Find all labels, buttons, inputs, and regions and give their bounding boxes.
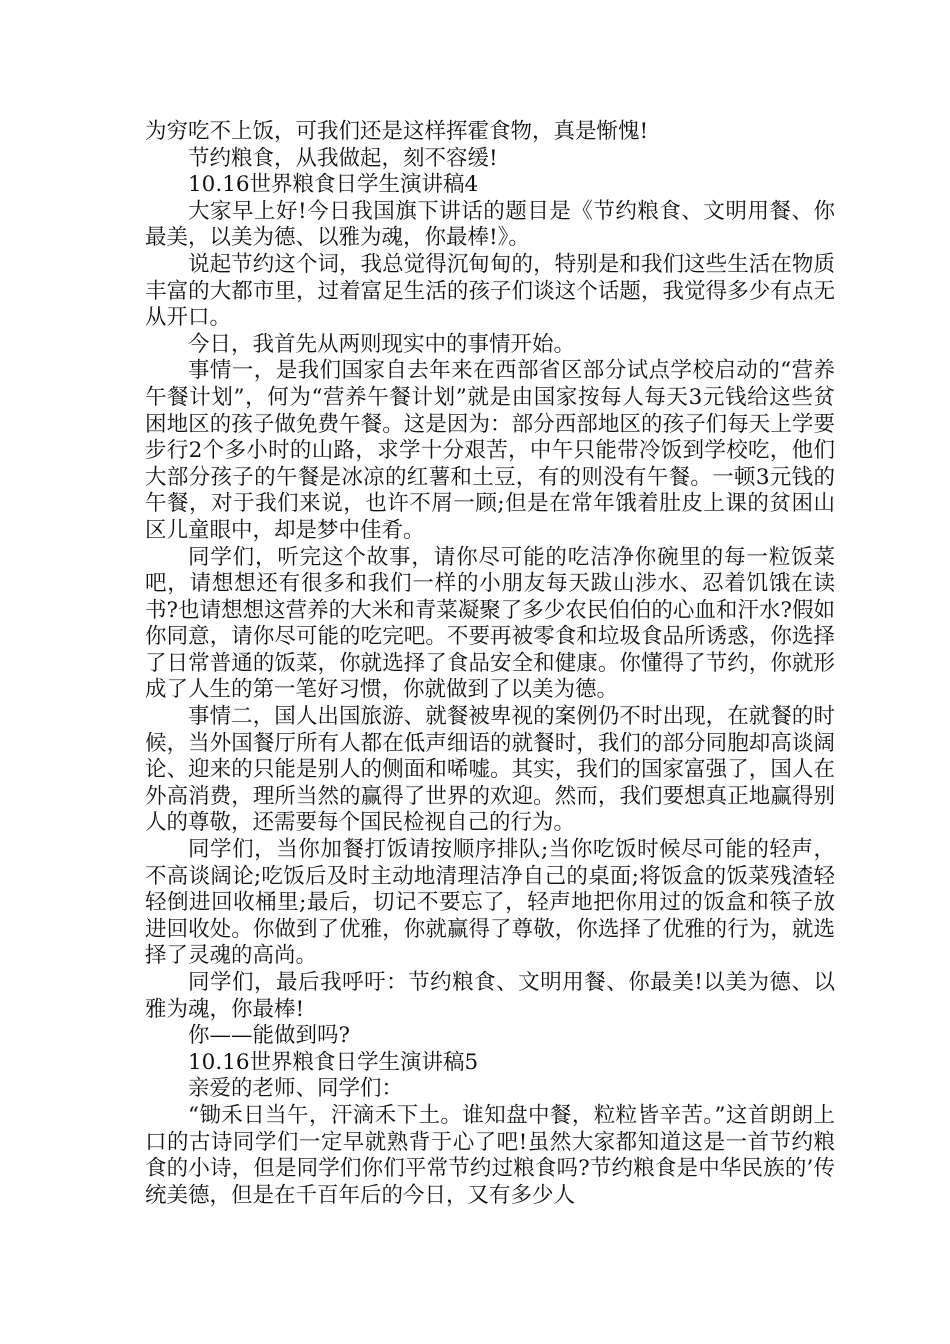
speech-heading-4: 10.16世界粮食日学生演讲稿4 [188, 172, 479, 198]
paragraph-greeting: 大家早上好!今日我国旗下讲话的题目是《节约粮食、文明用餐、你最美，以美为德、以雅为魂，你最棒!》。 [145, 198, 835, 251]
paragraph-intro: 说起节约这个词，我总觉得沉甸甸的，特别是和我们这些生活在物质丰富的大都市里，过着富足生活的孩子们谈这个话题，我觉得多少有点无从开口。 [145, 251, 835, 331]
paragraph-start: 今日，我首先从两则现实中的事情开始。 [188, 331, 576, 357]
speech-heading-5: 10.16世界粮食日学生演讲稿5 [188, 1049, 479, 1075]
paragraph-salutation: 亲爱的老师、同学们： [188, 1076, 404, 1102]
paragraph-slogan: 节约粮食，从我做起，刻不容缓! [188, 145, 498, 171]
document-page [145, 119, 835, 1209]
paragraph-event-one: 事情一，是我们国家自去年来在西部省区部分试点学校启动的“营养午餐计划”，何为“营养午餐计划”就是由国家按每人每天3元钱给这些贫困地区的孩子做免费午餐。这是因为：部分西部地区的孩子们每天上学要步行2个多小时的山路，求学十分艰苦，中午只能带冷饭到学校吃，他们大部分孩子的午餐是冰凉的红薯和土豆，有的则没有午餐。一顿3元钱的午餐，对于我们来说，也许不屑一顾;但是在常年饿着肚皮上课的贫困山区儿童眼中，却是梦中佳肴。 [145, 358, 835, 543]
paragraph-appeal-one: 同学们，听完这个故事，请你尽可能的吃洁净你碗里的每一粒饭菜吧，请想想还有很多和我们一样的小朋友每天跋山涉水、忍着饥饿在读书?也请想想这营养的大米和青菜凝聚了多少农民伯伯的心血和汗水?假如你同意，请你尽可能的吃完吧。不要再被零食和垃圾食品所诱惑，你选择了日常普通的饭菜，你就选择了食品安全和健康。你懂得了节约，你就形成了人生的第一笔好习惯，你就做到了以美为德。 [145, 544, 835, 703]
paragraph-poem: “锄禾日当午，汗滴禾下土。谁知盘中餐，粒粒皆辛苦。”这首朗朗上口的古诗同学们一定早就熟背于心了吧!虽然大家都知道这是一首节约粮食的小诗，但是同学们你们平常节约过粮食吗?节约粮食是中华民族的’传统美德，但是在千百年后的今日，又有多少人 [145, 1102, 835, 1208]
paragraph-question: 你——能做到吗? [188, 1023, 351, 1049]
paragraph-event-two: 事情二，国人出国旅游、就餐被卑视的案例仍不时出现，在就餐的时候，当外国餐厅所有人都在低声细语的就餐时，我们的部分同胞却高谈阔论、迎来的只能是别人的侧面和唏嘘。其实，我们的国家富强了，国人在外高消费，理所当然的赢得了世界的欢迎。然而，我们要想真正地赢得别人的尊敬，还需要每个国民检视自己的行为。 [145, 704, 835, 836]
paragraph-continuation: 为穷吃不上饭，可我们还是这样挥霍食物，真是惭愧! [145, 119, 649, 144]
paragraph-appeal-two: 同学们，当你加餐打饭请按顺序排队;当你吃饭时候尽可能的轻声，不高谈阔论;吃饭后及时主动地清理洁净自己的桌面;将饭盒的饭菜残渣轻轻倒进回收桶里;最后，切记不要忘了，轻声地把你用过的饭盒和筷子放进回收处。你做到了优雅，你就赢得了尊敬，你选择了优雅的行为，就选择了灵魂的高尚。 [145, 837, 835, 969]
paragraph-call: 同学们，最后我呼吁：节约粮食、文明用餐、你最美!以美为德、以雅为魂，你最棒! [145, 970, 835, 1022]
